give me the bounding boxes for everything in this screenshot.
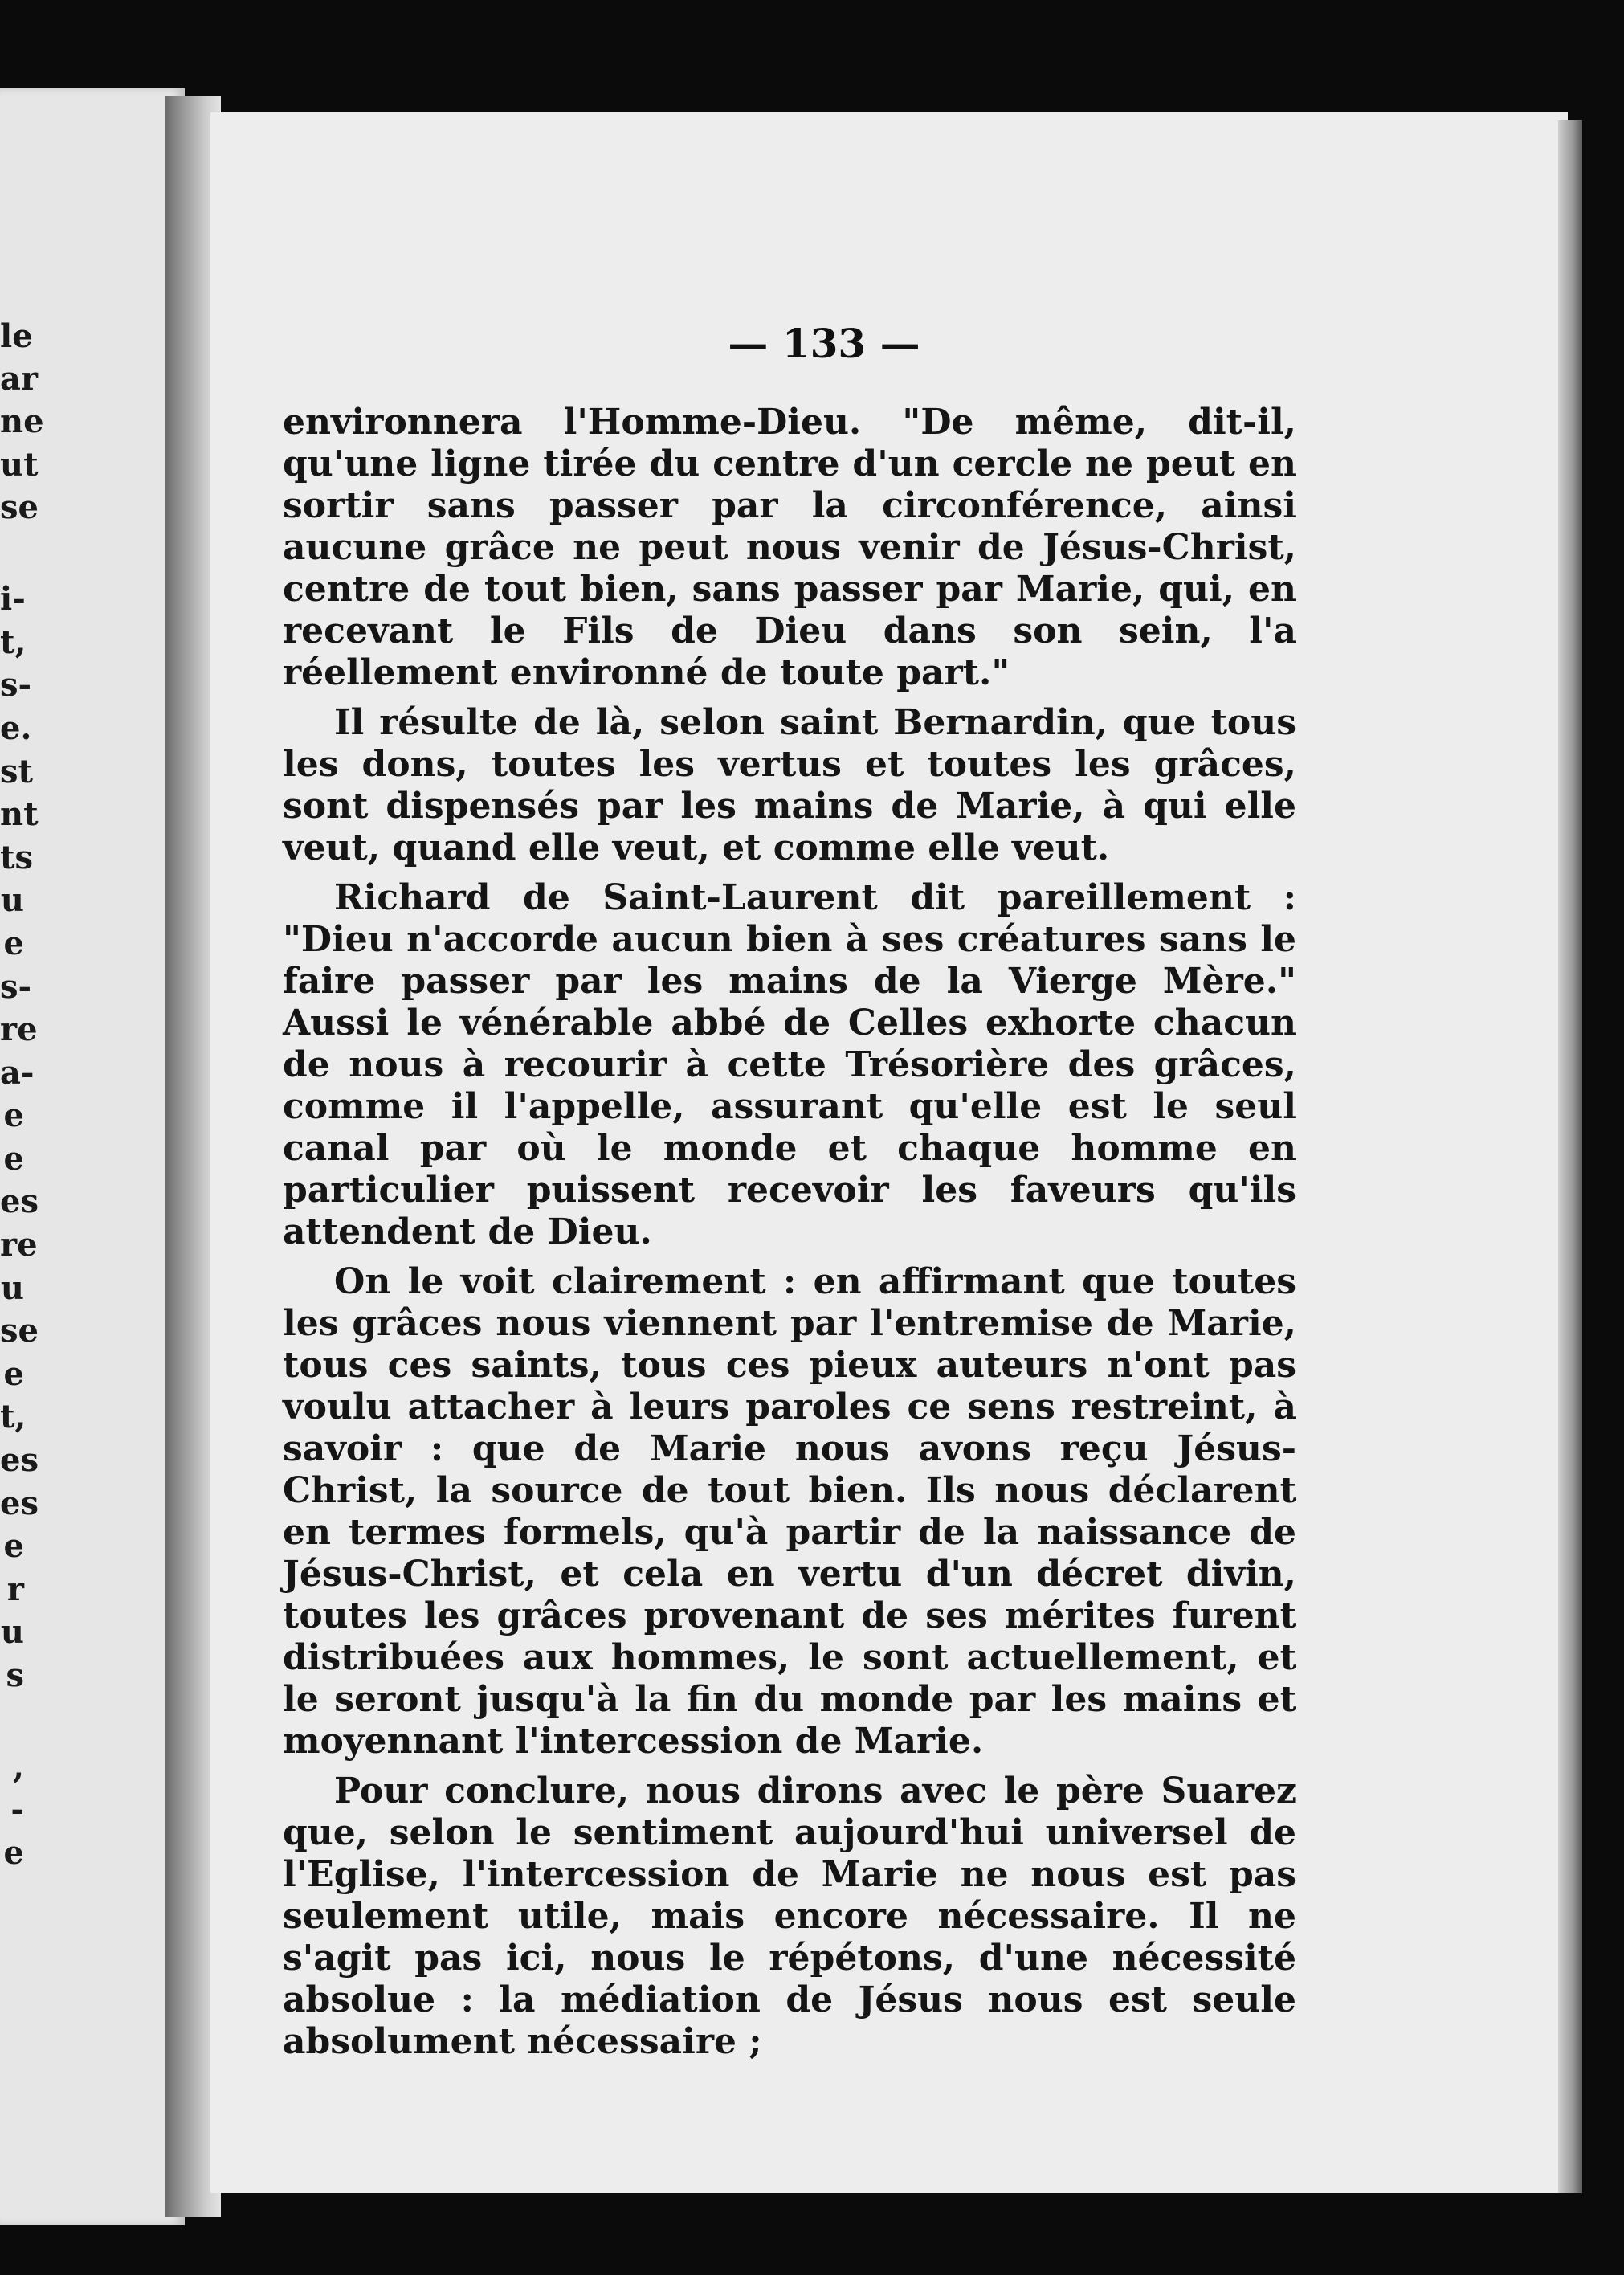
left-page-fragment: re [0, 1011, 38, 1048]
paragraph: Richard de Saint-Laurent dit pareillement : "Dieu n'accorde aucun bien à ses créatures sans le faire passer par les mains de la Vierge Mère." Aussi le vénérable abbé de Celles exhorte chacun de nous à recourir à cette Trésorière des grâces, comme il l'appelle, assurant qu'elle est le seul canal par où le monde et chaque homme en particulier puissent recevoir les faveurs qu'ils attendent de Dieu. [283, 877, 1296, 1252]
page-text [283, 402, 1296, 2071]
paragraph: Pour conclure, nous dirons avec le père Suarez que, selon le sentiment aujourd'hui universel de l'Eglise, l'intercession de Marie ne nous est pas seulement utile, mais encore nécessaire. Il ne s'agit pas ici, nous le répétons, d'une nécessité absolue : la médiation de Jésus nous est seule absolument nécessaire ; [283, 1771, 1296, 2062]
left-page-fragment: s- [0, 666, 32, 704]
left-page-fragment: u [0, 1269, 24, 1307]
left-page-fragment: es [0, 1182, 39, 1220]
left-page-fragment: ne [0, 402, 44, 440]
left-page-fragment: ts [0, 839, 33, 876]
left-page-fragment: e. [0, 709, 32, 747]
left-page-fragment: re [0, 1226, 38, 1264]
left-page-fragment: e [3, 925, 24, 962]
left-page-fragment: u [0, 881, 24, 919]
left-page-fragment: se [0, 488, 39, 526]
left-page-fragment: es [0, 1485, 39, 1522]
paragraph: environnera l'Homme-Dieu. "De même, dit-il, qu'une ligne tirée du centre d'un cercle ne peut en sortir sans passer par la circonférence, ainsi aucune grâce ne peut nous venir de Jésus-Christ, centre de tout bien, sans passer par Marie, qui, en recevant le Fils de Dieu dans son sein, l'a réellement environné de toute part." [283, 402, 1296, 693]
left-page-fragment: a- [0, 1054, 35, 1092]
left-page-fragment: t, [0, 623, 27, 661]
left-page-fragment: es [0, 1441, 39, 1479]
left-page-fragment: u [0, 1613, 24, 1651]
left-page-fragment: ar [0, 360, 38, 398]
left-page-fragment: - [10, 1791, 24, 1828]
page-edge [1558, 120, 1582, 2193]
previous-page [0, 88, 185, 2225]
left-page-fragment: s- [0, 968, 32, 1006]
left-page-fragment: s [6, 1656, 24, 1694]
paragraph: On le voit clairement : en affirmant que toutes les grâces nous viennent par l'entremise de Marie, tous ces saints, tous ces pieux auteurs n'ont pas voulu attacher à leurs paroles ce sens restreint, à savoir : que de Marie nous avons reçu Jésus-Christ, la source de tout bien. Ils nous déclarent en termes formels, qu'à partir de la naissance de Jésus-Christ, et cela en vertu d'un décret divin, toutes les grâces provenant de ses mérites furent distribuées aux hommes, le sont actuellement, et le seront jusqu'à la fin du monde par les mains et moyennant l'intercession de Marie. [283, 1261, 1296, 1762]
left-page-fragment: e [3, 1355, 24, 1393]
page-number: — 133 — [728, 320, 920, 367]
left-page-fragment: , [13, 1748, 24, 1786]
left-page-fragment: e [3, 1097, 24, 1134]
left-page-fragment: e [3, 1140, 24, 1178]
left-page-fragment: ut [0, 446, 39, 484]
left-page-fragment: e [3, 1527, 24, 1565]
left-page-fragment: le [0, 317, 33, 355]
left-page-fragment: t, [0, 1398, 27, 1436]
left-page-fragment: i- [0, 580, 26, 618]
left-page-fragment: r [6, 1570, 24, 1608]
left-page-fragment: e [3, 1834, 24, 1872]
left-page-fragment: nt [0, 795, 39, 833]
left-page-fragment: se [0, 1312, 39, 1350]
paragraph: Il résulte de là, selon saint Bernardin, que tous les dons, toutes les vertus et toutes les grâces, sont dispensés par les mains de Marie, à qui elle veut, quand elle veut, et comme elle veut. [283, 702, 1296, 868]
left-page-fragment: st [0, 753, 33, 790]
